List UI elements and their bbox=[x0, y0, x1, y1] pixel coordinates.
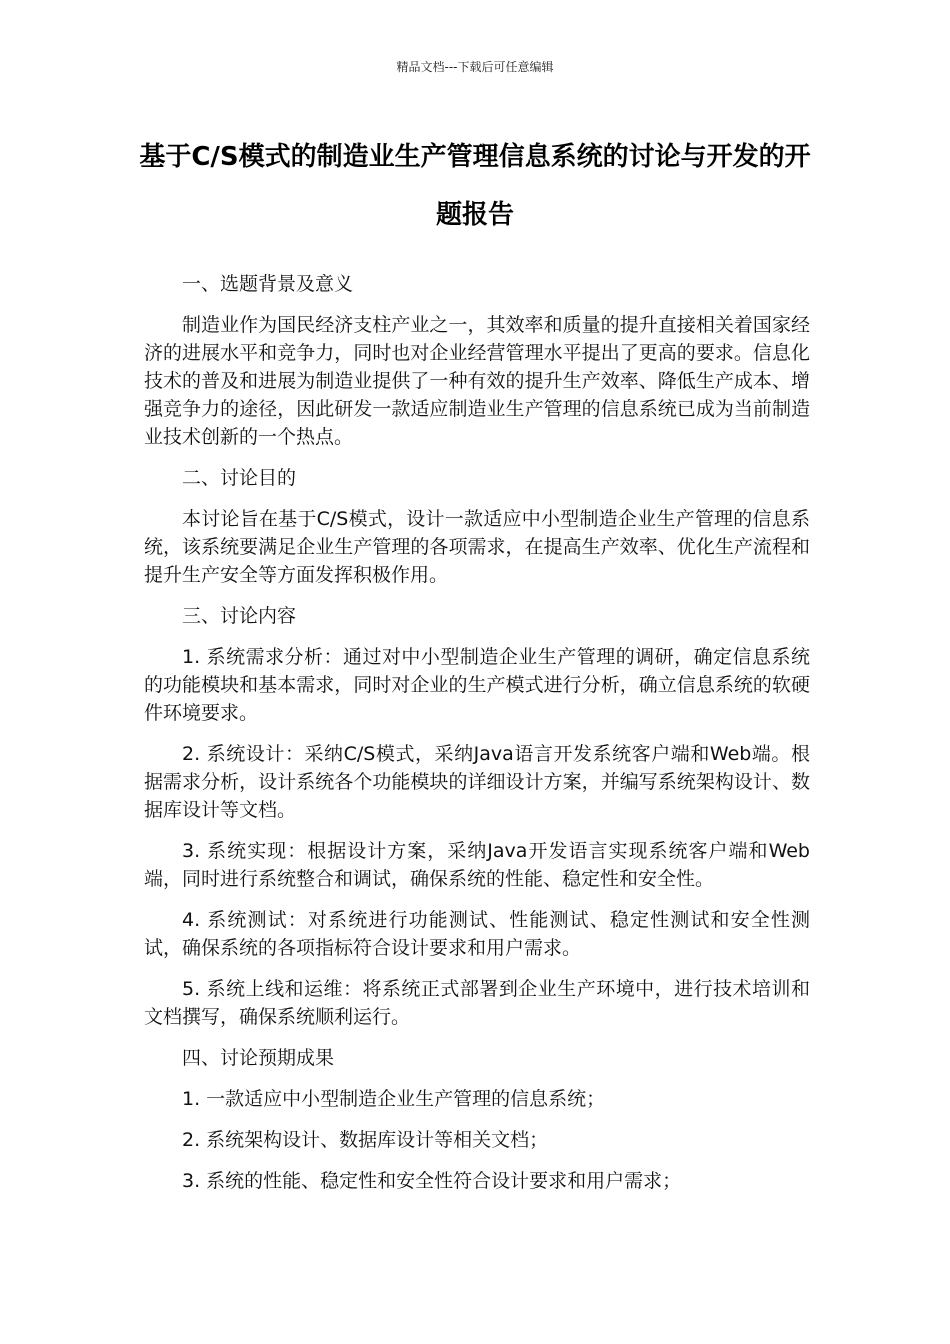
section-heading-background: 一、选题背景及意义 bbox=[182, 273, 354, 295]
section-heading-content: 三、讨论内容 bbox=[182, 605, 297, 627]
document-body bbox=[144, 270, 810, 1208]
paragraph-content-1: 1. 系统需求分析：通过对中小型制造企业生产管理的调研，确定信息系统的功能模块和基本需求，同时对企业的生产模式进行分析，确立信息系统的软硬件环境要求。 bbox=[144, 646, 810, 724]
paragraph-content-3: 3. 系统实现：根据设计方案，采纳Java开发语言实现系统客户端和Web端，同时进行系统整合和调试，确保系统的性能、稳定性和安全性。 bbox=[144, 840, 810, 890]
section-heading-purpose: 二、讨论目的 bbox=[182, 467, 297, 489]
section-heading-results: 四、讨论预期成果 bbox=[182, 1047, 335, 1069]
paragraph-purpose: 本讨论旨在基于C/S模式，设计一款适应中小型制造企业生产管理的信息系统，该系统要满足企业生产管理的各项需求，在提高生产效率、优化生产流程和提升生产安全等方面发挥积极作用。 bbox=[144, 508, 810, 586]
paragraph-content-5: 5. 系统上线和运维：将系统正式部署到企业生产环境中，进行技术培训和文档撰写，确保系统顺利运行。 bbox=[144, 978, 810, 1028]
header-note: 精品文档---下载后可任意编辑 bbox=[396, 60, 554, 74]
paragraph-result-3: 3. 系统的性能、稳定性和安全性符合设计要求和用户需求； bbox=[182, 1170, 682, 1192]
document-title: 基于C/S模式的制造业生产管理信息系统的讨论与开发的开题报告 bbox=[139, 142, 811, 230]
paragraph-result-1: 1. 一款适应中小型制造企业生产管理的信息系统； bbox=[182, 1088, 606, 1110]
paragraph-content-4: 4. 系统测试：对系统进行功能测试、性能测试、稳定性测试和安全性测试，确保系统的各项指标符合设计要求和用户需求。 bbox=[144, 909, 810, 959]
paragraph-content-2: 2. 系统设计：采纳C/S模式，采纳Java语言开发系统客户端和Web端。根据需求分析，设计系统各个功能模块的详细设计方案，并编写系统架构设计、数据库设计等文档。 bbox=[144, 743, 810, 821]
paragraph-background: 制造业作为国民经济支柱产业之一，其效率和质量的提升直接相关着国家经济的进展水平和竞争力，同时也对企业经营管理水平提出了更高的要求。信息化技术的普及和进展为制造业提供了一种有效的提升生产效率、降低生产成本、增强竞争力的途径，因此研发一款适应制造业生产管理的信息系统已成为当前制造业技术创新的一个热点。 bbox=[144, 314, 810, 448]
paragraph-result-2: 2. 系统架构设计、数据库设计等相关文档； bbox=[182, 1129, 549, 1151]
